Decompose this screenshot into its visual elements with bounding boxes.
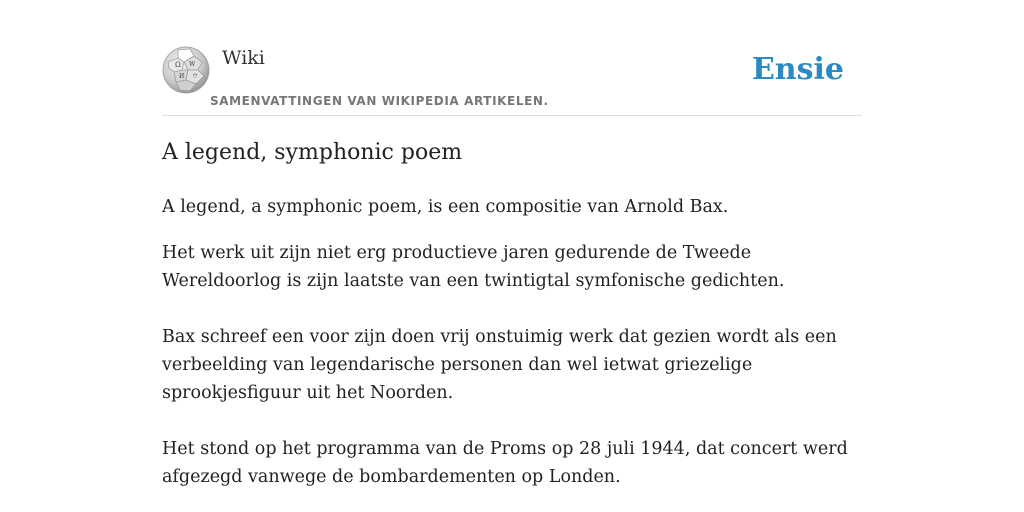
article-paragraph: Het stond op het programma van de Proms op 28 juli 1944, dat concert werd afgezegd vanwege de bombardementen op Londen. <box>162 439 848 487</box>
article-title: A legend, symphonic poem <box>162 140 463 165</box>
site-header <box>162 44 862 116</box>
site-name[interactable]: Wiki <box>222 47 265 69</box>
svg-text:Ω: Ω <box>175 61 181 69</box>
article-paragraph: Bax schreef een voor zijn doen vrij onstuimig werk dat gezien wordt als een verbeelding van legendarische personen dan wel ietwat griezelige sprookjesfiguur uit het Noorden. <box>162 327 837 403</box>
article-summary: A legend, a symphonic poem, is een compositie van Arnold Bax. <box>162 197 729 217</box>
svg-text:W: W <box>189 61 196 68</box>
ensie-brand-link[interactable]: Ensie <box>751 52 844 87</box>
svg-text:ウ: ウ <box>192 73 199 80</box>
wikipedia-globe-icon[interactable] <box>162 46 210 94</box>
article-body <box>162 239 862 512</box>
svg-text:И: И <box>179 73 185 80</box>
site-tagline: SAMENVATTINGEN VAN WIKIPEDIA ARTIKELEN. <box>210 94 549 108</box>
article-paragraph: Het werk uit zijn niet erg productieve jaren gedurende de Tweede Wereldoorlog is zijn laatste van een twintigtal symfonische gedichten. <box>162 243 785 291</box>
